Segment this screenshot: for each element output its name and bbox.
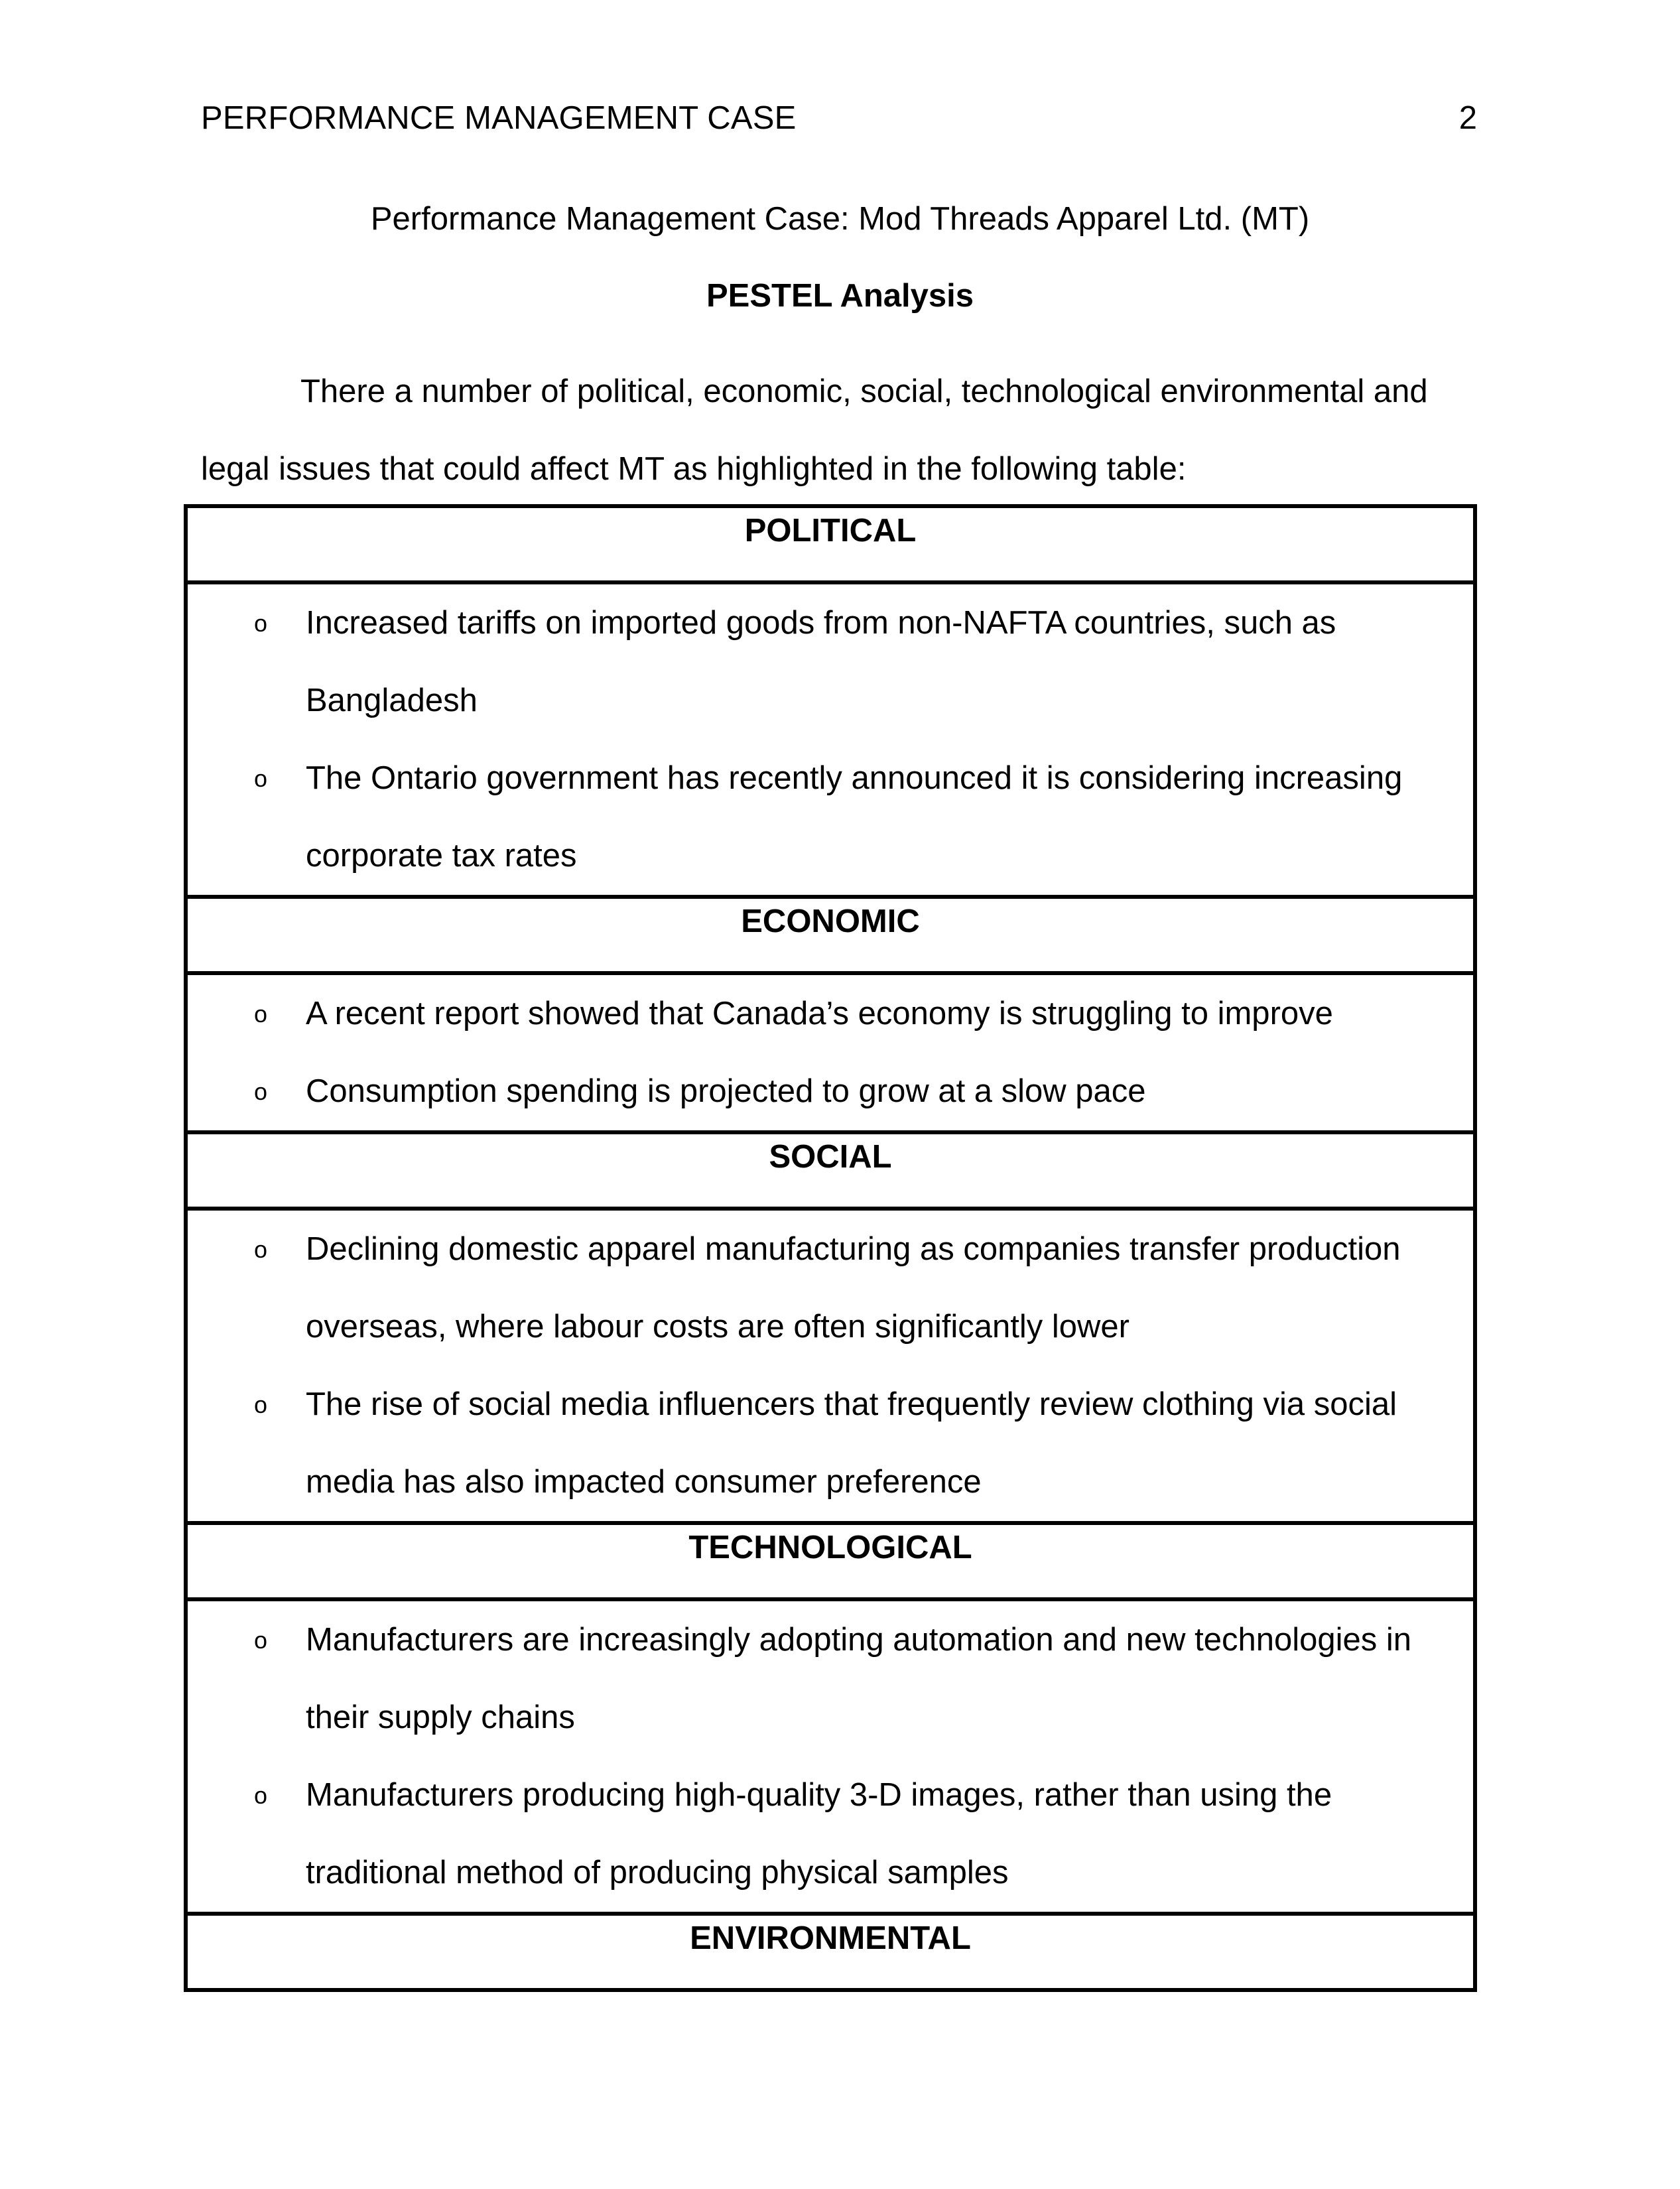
hollow-bullet-icon: o	[254, 610, 268, 637]
hollow-bullet-icon: o	[254, 1626, 268, 1654]
list-item	[188, 975, 1473, 1053]
list-item-text: A recent report showed that Canada’s economy is struggling to improve	[306, 996, 1333, 1031]
document-title: Performance Management Case: Mod Threads Apparel Ltd. (MT)	[370, 201, 1310, 237]
hollow-bullet-icon: o	[254, 1000, 268, 1028]
list-item	[188, 1053, 1473, 1130]
category-items-row	[186, 582, 1475, 897]
list-item	[188, 1601, 1473, 1757]
economic-list	[188, 975, 1473, 1130]
list-item-text: Consumption spending is projected to grow at a slow pace	[306, 1073, 1146, 1109]
category-header-row	[186, 1132, 1475, 1209]
social-list	[188, 1211, 1473, 1521]
economic-items-cell	[186, 973, 1475, 1132]
list-item-text: Increased tariffs on imported goods from non-NAFTA countries, such as Bangladesh	[306, 605, 1336, 718]
category-items-row	[186, 973, 1475, 1132]
hollow-bullet-icon: o	[254, 1391, 268, 1418]
intro-paragraph-text: There a number of political, economic, social, technological environmental and legal issues that could affect MT as highlighted in the following table:	[201, 373, 1428, 487]
list-item-text: The rise of social media influencers that frequently review clothing via social media has also impacted consumer preference	[306, 1386, 1397, 1500]
hollow-bullet-icon: o	[254, 1236, 268, 1263]
page-number: 2	[1458, 100, 1477, 136]
category-header-row	[186, 897, 1475, 973]
list-item	[188, 584, 1473, 740]
category-technological-heading: TECHNOLOGICAL	[186, 1523, 1475, 1599]
category-items-row	[186, 1209, 1475, 1523]
category-header-row	[186, 506, 1475, 582]
category-political-heading: POLITICAL	[186, 506, 1475, 582]
hollow-bullet-icon: o	[254, 1782, 268, 1809]
category-environmental-heading: ENVIRONMENTAL	[186, 1914, 1475, 1990]
category-social-heading: SOCIAL	[186, 1132, 1475, 1209]
hollow-bullet-icon: o	[254, 1078, 268, 1105]
list-item-text: Manufacturers producing high-quality 3-D images, rather than using the traditional method of producing physical samples	[306, 1777, 1332, 1890]
social-items-cell	[186, 1209, 1475, 1523]
list-item	[188, 1366, 1473, 1521]
technological-list	[188, 1601, 1473, 1912]
technological-items-cell	[186, 1599, 1475, 1914]
list-item	[188, 1211, 1473, 1366]
list-item-text: Declining domestic apparel manufacturing as companies transfer production overseas, where labour costs are often significantly lower	[306, 1231, 1401, 1345]
category-header-row	[186, 1914, 1475, 1990]
category-items-row	[186, 1599, 1475, 1914]
political-list	[188, 584, 1473, 895]
running-head: PERFORMANCE MANAGEMENT CASE	[201, 100, 797, 136]
pestel-table	[184, 504, 1477, 1992]
political-items-cell	[186, 582, 1475, 897]
section-heading: PESTEL Analysis	[706, 278, 974, 314]
intro-paragraph	[201, 353, 1481, 508]
list-item	[188, 740, 1473, 895]
category-economic-heading: ECONOMIC	[186, 897, 1475, 973]
list-item	[188, 1757, 1473, 1912]
list-item-text: Manufacturers are increasingly adopting automation and new technologies in their supply chains	[306, 1622, 1412, 1735]
hollow-bullet-icon: o	[254, 765, 268, 792]
category-header-row	[186, 1523, 1475, 1599]
list-item-text: The Ontario government has recently announced it is considering increasing corporate tax rates	[306, 760, 1403, 874]
